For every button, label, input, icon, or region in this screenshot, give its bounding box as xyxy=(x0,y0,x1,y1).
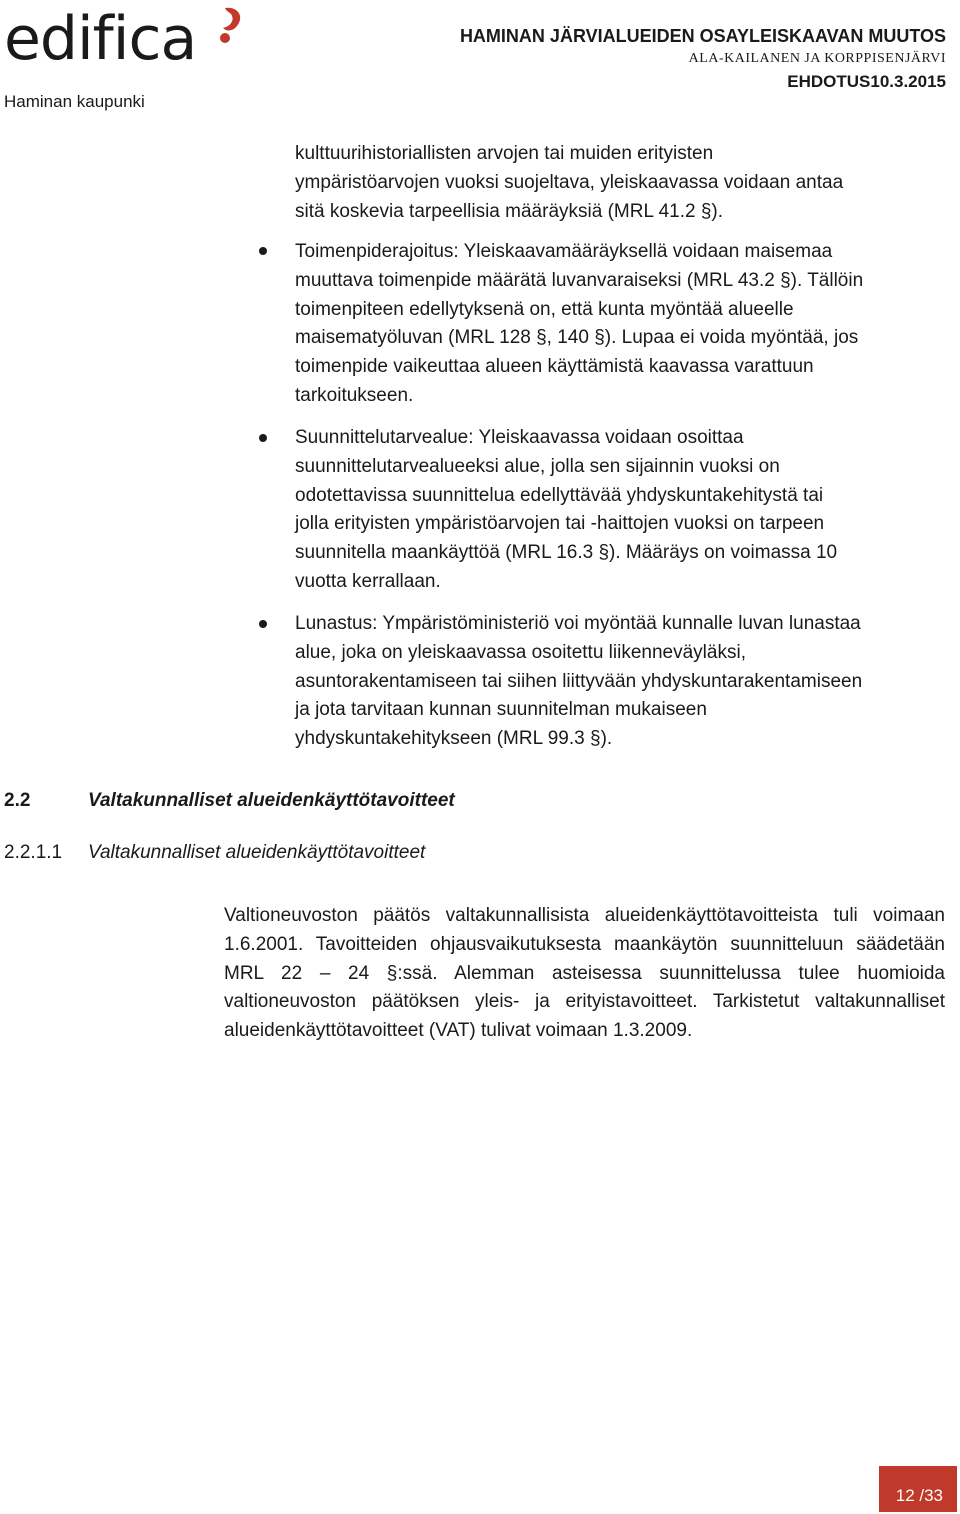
logo-wordmark: edifica xyxy=(4,4,197,74)
text-line: Toimenpiderajoitus: Yleiskaavamääräyksellä voidaan maisemaa xyxy=(295,241,833,262)
municipality-name: Haminan kaupunki xyxy=(4,92,145,111)
section-title: Valtakunnalliset alueidenkäyttötavoitteet xyxy=(88,790,455,811)
bullet-item-toimenpiderajoitus xyxy=(295,238,950,411)
text-line: kulttuurihistoriallisten arvojen tai muiden erityisten xyxy=(295,143,714,164)
document-subtitle: ALA-KAILANEN JA KORPPISENJÄRVI xyxy=(688,51,946,66)
bullet-item-lunastus xyxy=(295,610,950,754)
section-number: 2.2.1.1 xyxy=(4,842,63,863)
page-number-badge xyxy=(879,1466,957,1512)
section-number: 2.2 xyxy=(4,790,31,811)
intro-paragraph xyxy=(295,140,935,226)
text-line: ja jota tarvitaan kunnan suunnitelman mukaiseen xyxy=(295,699,707,721)
page-number: 12 /33 xyxy=(895,1486,943,1505)
text-line: ympäristöarvojen vuoksi suojeltava, yleiskaavassa voidaan antaa xyxy=(295,171,844,193)
logo-mark-icon xyxy=(217,6,247,46)
text-line: Lunastus: Ympäristöministeriö voi myöntää kunnalle luvan lunastaa xyxy=(295,613,861,634)
text-line: sitä koskevia tarpeellisia määräyksiä (MRL 41.2 §). xyxy=(295,200,724,222)
text-line: odotettavissa suunnittelua edellyttävää yhdyskuntakehitystä tai xyxy=(295,484,824,506)
bullet-icon xyxy=(259,247,267,255)
text-line: muuttava toimenpide määrätä luvanvaraiseksi (MRL 43.2 §). Tällöin xyxy=(295,269,864,291)
bullet-item-suunnittelutarvealue xyxy=(295,424,950,597)
text-line: toimenpiteen edellytyksenä on, että kunta myöntää alueelle xyxy=(295,298,794,320)
text-line: tarkoitukseen. xyxy=(295,384,414,406)
document-status: EHDOTUS10.3.2015 xyxy=(787,72,946,91)
text-line: suunnitella maankäyttöä (MRL 16.3 §). Määräys on voimassa 10 xyxy=(295,542,838,564)
edifica-logo xyxy=(4,2,254,76)
section-heading-2-2 xyxy=(4,790,455,812)
closing-paragraph: Valtioneuvoston päätös valtakunnallisista alueidenkäyttötavoitteista tuli voimaan 1.6.2001. Tavoitteiden ohjausvaikutuksesta maankäytön suunnitteluun säädetään MRL 22 – 24 §:ssä. Alemman asteisessa suunnittelussa tulee huomioida valtioneuvoston päätöksen yleis- ja erityistavoitteet. Tarkistetut valtakunnalliset alueidenkäyttötavoitteet (VAT) tulivat voimaan 1.3.2009. xyxy=(224,905,945,1042)
section-title: Valtakunnalliset alueidenkäyttötavoitteet xyxy=(88,842,426,863)
text-line: asuntorakentamiseen tai siihen liittyvään yhdyskuntarakentamiseen xyxy=(295,670,863,692)
text-line: suunnittelutarvealueeksi alue, jolla sen sijainnin vuoksi on xyxy=(295,455,780,477)
text-line: maisematyöluvan (MRL 128 §, 140 §). Lupaa ei voida myöntää, jos xyxy=(295,327,859,349)
bullet-icon xyxy=(259,620,267,628)
text-line: alue, joka on yleiskaavassa osoitettu liikenneväyläksi, xyxy=(295,641,746,663)
document-title: HAMINAN JÄRVIALUEIDEN OSAYLEISKAAVAN MUUTOS xyxy=(459,26,946,46)
text-line: toimenpide vaikeuttaa alueen käyttämistä kaavassa varattuun xyxy=(295,356,814,378)
bullet-icon xyxy=(259,434,267,442)
text-line: vuotta kerrallaan. xyxy=(295,570,441,592)
text-line: Suunnittelutarvealue: Yleiskaavassa voidaan osoittaa xyxy=(295,427,744,448)
text-line: jolla erityisten ympäristöarvojen tai -haittojen vuoksi on tarpeen xyxy=(295,513,825,535)
text-line: yhdyskuntakehitykseen (MRL 99.3 §). xyxy=(295,728,613,750)
section-heading-2-2-1-1 xyxy=(4,842,425,864)
